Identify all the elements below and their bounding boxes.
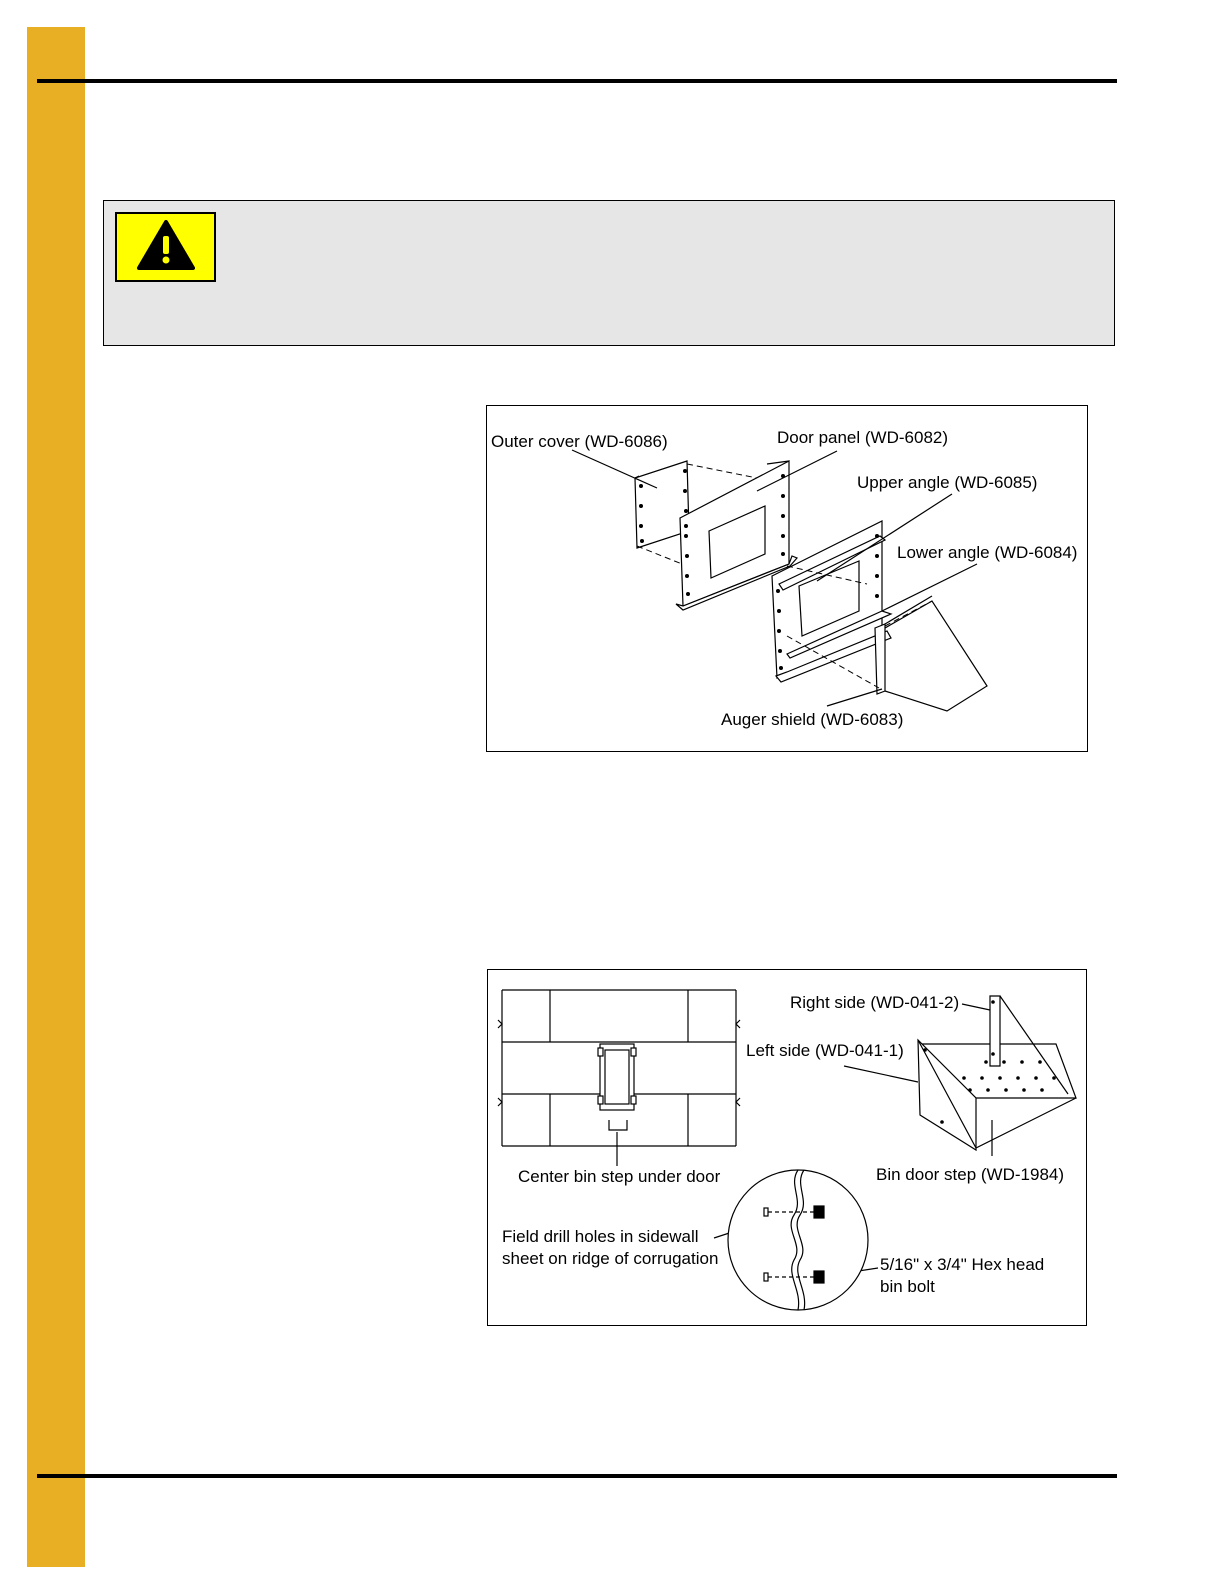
label-right-side: Right side (WD-041-2) — [790, 993, 960, 1012]
warning-box — [103, 200, 1115, 346]
side-color-bar — [27, 27, 85, 1567]
figure-door-assembly — [486, 405, 1088, 752]
label-upper-angle: Upper angle (WD-6085) — [857, 473, 1038, 492]
label-left-side: Left side (WD-041-1) — [746, 1041, 904, 1060]
label-bin-door-step: Bin door step (WD-1984) — [876, 1165, 1065, 1184]
label-door-panel: Door panel (WD-6082) — [777, 428, 949, 447]
label-center-bin-step: Center bin step under door — [518, 1167, 721, 1186]
warning-icon — [115, 212, 216, 282]
label-auger-shield: Auger shield (WD-6083) — [721, 710, 904, 729]
header-rule — [37, 79, 1117, 83]
label-hex-bolt: 5/16" x 3/4" Hex head bin bolt — [880, 1255, 1045, 1296]
label-field-drill-holes: Field drill holes in sidewall sheet on ridge of corrugation — [502, 1227, 719, 1268]
figure-bin-step — [487, 969, 1087, 1326]
footer-rule — [37, 1474, 1117, 1478]
label-lower-angle: Lower angle (WD-6084) — [897, 543, 1078, 562]
door-assembly-drawing — [487, 406, 1089, 753]
label-outer-cover: Outer cover (WD-6086) — [491, 432, 668, 451]
